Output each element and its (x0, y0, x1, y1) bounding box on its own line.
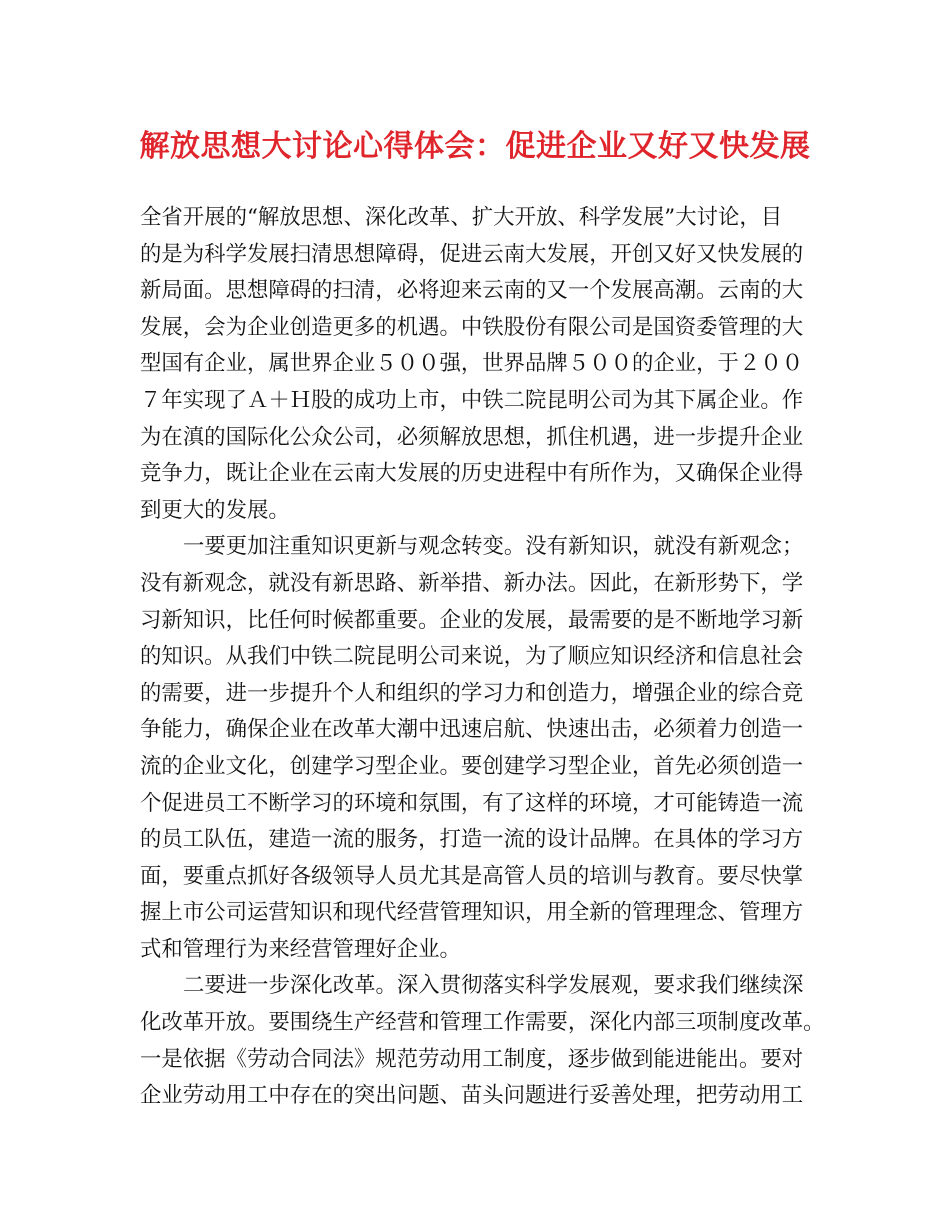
text-line: 型国有企业，属世界企业５００强，世界品牌５００的企业，于２００ (140, 351, 804, 377)
text-line: 全省开展的“解放思想、深化改革、扩大开放、科学发展”大讨论，目 (140, 205, 783, 230)
text-line: 竞争力，既让企业在云南大发展的历史进程中有所作为，又确保企业得 (140, 461, 804, 487)
text-line: 的知识。从我们中铁二院昆明公司来说，为了顺应知识经济和信息社会 (140, 644, 804, 670)
text-line: 争能力，确保企业在改革大潮中迅速启航、快速出击，必须着力创造一 (140, 717, 804, 743)
text-line: 个促进员工不断学习的环境和氛围，有了这样的环境，才可能铸造一流 (140, 790, 804, 816)
text-line: 企业劳动用工中存在的突出问题、苗头问题进行妥善处理，把劳动用工 (140, 1083, 804, 1109)
document-body (140, 200, 834, 1115)
paragraph-intro (140, 200, 834, 529)
text-line: 习新知识，比任何时候都重要。企业的发展，最需要的是不断地学习新 (140, 607, 804, 633)
text-line: 没有新观念，就没有新思路、新举措、新办法。因此，在新形势下，学 (140, 570, 804, 596)
text-line: 发展，会为企业创造更多的机遇。中铁股份有限公司是国资委管理的大 (140, 314, 804, 340)
text-line: 一是依据《劳动合同法》规范劳动用工制度，逐步做到能进能出。要对 (140, 1046, 804, 1072)
text-line: 流的企业文化，创建学习型企业。要创建学习型企业，首先必须创造一 (140, 753, 804, 779)
document-title: 解放思想大讨论心得体会：促进企业又好又快发展 (139, 129, 811, 164)
paragraph-knowledge (140, 529, 834, 968)
text-line: 面，要重点抓好各级领导人员尤其是高管人员的培训与教育。要尽快掌 (140, 863, 804, 889)
text-line: 到更大的发展。 (140, 497, 290, 523)
text-line: 式和管理行为来经营管理好企业。 (140, 936, 461, 962)
text-line-first: 一要更加注重知识更新与观念转变。没有新知识，就没有新观念； (183, 534, 804, 560)
paragraph-reform (140, 968, 834, 1114)
text-line: 握上市公司运营知识和现代经营管理知识，用全新的管理理念、管理方 (140, 900, 804, 926)
text-line: 的员工队伍，建造一流的服务，打造一流的设计品牌。在具体的学习方 (140, 827, 804, 853)
text-line: 为在滇的国际化公众公司，必须解放思想，抓住机遇，进一步提升企业 (140, 424, 804, 450)
text-line: 化改革开放。要围绕生产经营和管理工作需要，深化内部三项制度改革。 (140, 1010, 825, 1036)
text-line-first: 二要进一步深化改革。深入贯彻落实科学发展观，要求我们继续深 (183, 973, 804, 999)
text-line: ７年实现了Ａ＋Ｈ股的成功上市，中铁二院昆明公司为其下属企业。作 (140, 387, 804, 413)
text-line: 的是为科学发展扫清思想障碍，促进云南大发展，开创又好又快发展的 (140, 241, 804, 267)
text-line: 的需要，进一步提升个人和组织的学习力和创造力，增强企业的综合竞 (140, 680, 804, 706)
text-line: 新局面。思想障碍的扫清，必将迎来云南的又一个发展高潮。云南的大 (140, 278, 804, 304)
